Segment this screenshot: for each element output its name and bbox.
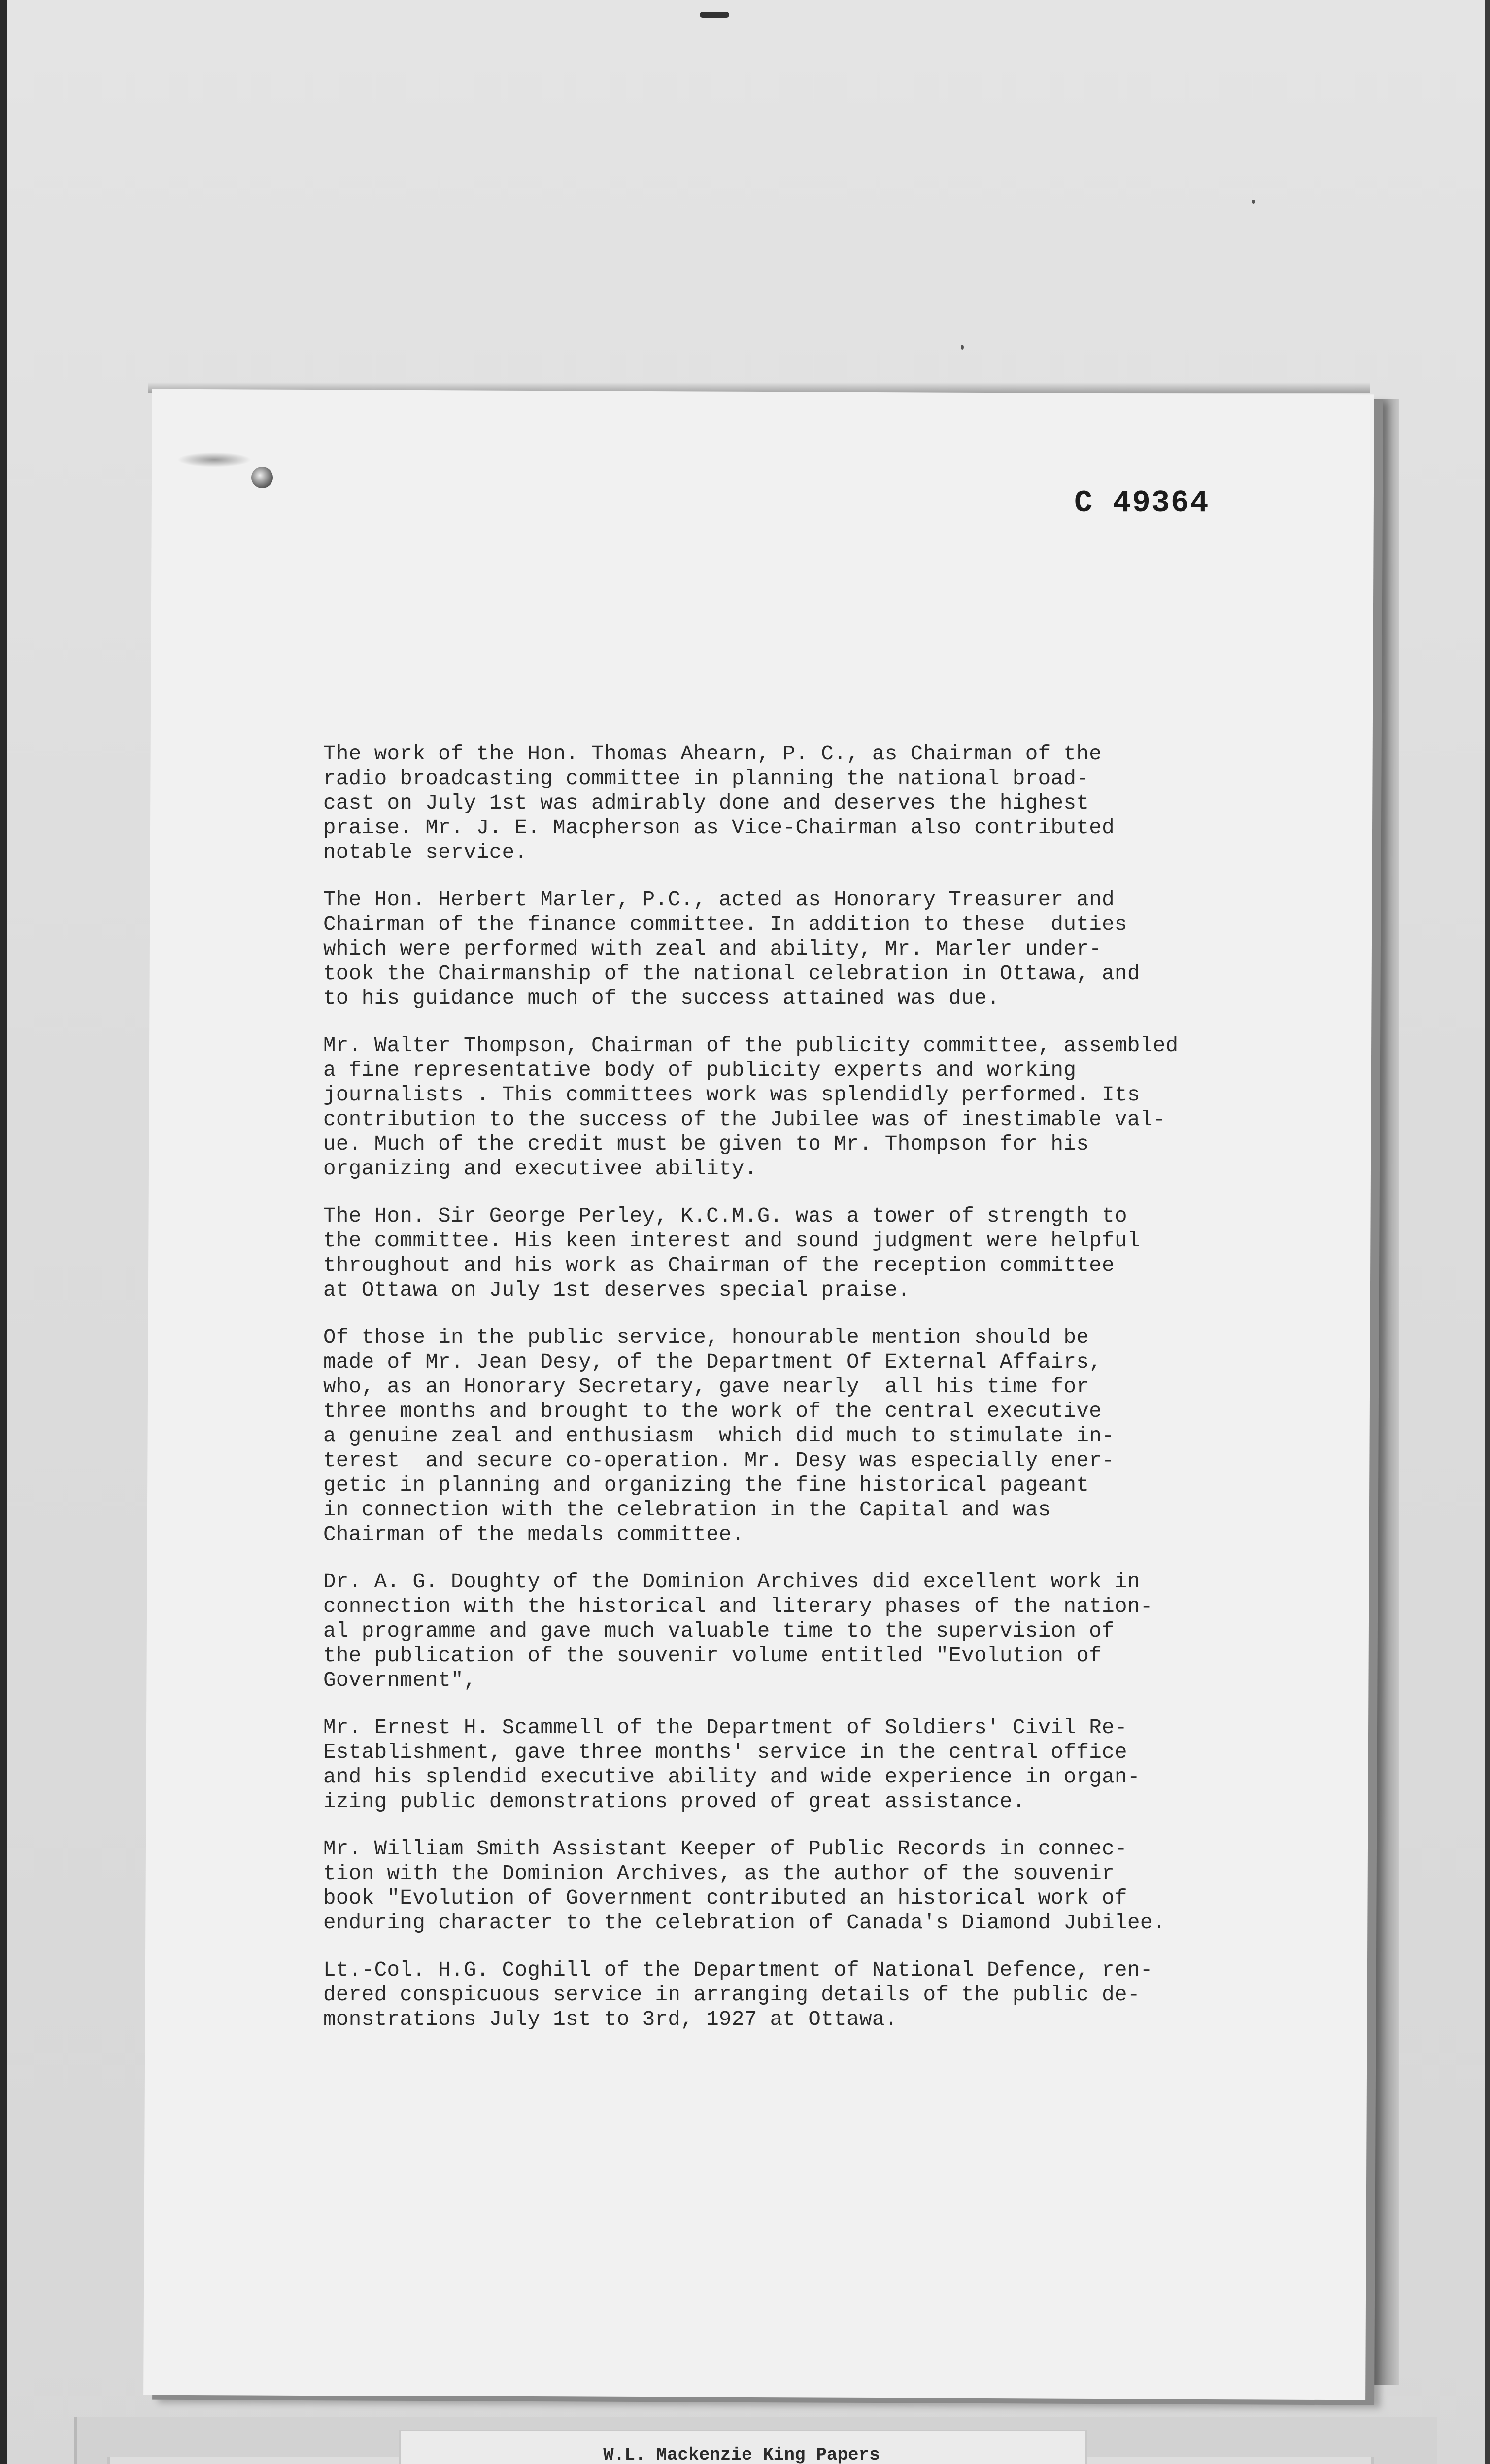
- film-speck: [1252, 200, 1255, 204]
- text-line: Dr. A. G. Doughty of the Dominion Archives did excellent work in: [323, 1570, 1140, 1594]
- text-line: a genuine zeal and enthusiasm which did much to stimulate in-: [323, 1424, 1115, 1448]
- text-line: radio broadcasting committee in planning the national broad-: [323, 767, 1089, 790]
- text-line: organizing and executivee ability.: [323, 1157, 757, 1181]
- text-line: three months and brought to the work of the central executive: [323, 1400, 1102, 1423]
- text-line: cast on July 1st was admirably done and deserves the highest: [323, 791, 1089, 815]
- film-edge-right: [1485, 0, 1490, 2464]
- text-line: journalists . This committees work was splendidly performed. Its: [323, 1083, 1140, 1107]
- paragraph: [323, 888, 1309, 1011]
- text-line: book "Evolution of Government contributed an historical work of: [323, 1886, 1127, 1910]
- pin-hole-icon: [251, 467, 273, 488]
- text-line: The Hon. Sir George Perley, K.C.M.G. was a tower of strength to: [323, 1204, 1127, 1228]
- document-number: C 49364: [1074, 485, 1210, 520]
- document-body: [323, 742, 1309, 2054]
- text-line: The Hon. Herbert Marler, P.C., acted as Honorary Treasurer and: [323, 888, 1115, 912]
- film-top-mark: [700, 12, 729, 18]
- text-line: Chairman of the finance committee. In addition to these duties: [323, 913, 1127, 936]
- text-line: The work of the Hon. Thomas Ahearn, P. C., as Chairman of the: [323, 742, 1102, 766]
- text-line: to his guidance much of the success attained was due.: [323, 987, 1000, 1010]
- text-line: getic in planning and organizing the fine historical pageant: [323, 1473, 1089, 1497]
- text-line: enduring character to the celebration of Canada's Diamond Jubilee.: [323, 1911, 1166, 1935]
- text-line: in connection with the celebration in the Capital and was: [323, 1498, 1051, 1522]
- paragraph: [323, 1033, 1309, 1181]
- text-line: Mr. Ernest H. Scammell of the Department of Soldiers' Civil Re-: [323, 1716, 1127, 1740]
- text-line: al programme and gave much valuable time to the supervision of: [323, 1619, 1115, 1643]
- text-line: who, as an Honorary Secretary, gave nearly all his time for: [323, 1375, 1089, 1399]
- paragraph: [323, 1570, 1309, 1693]
- text-line: throughout and his work as Chairman of the reception committee: [323, 1254, 1115, 1277]
- paragraph: [323, 1204, 1309, 1302]
- text-line: praise. Mr. J. E. Macpherson as Vice-Chairman also contributed: [323, 816, 1115, 840]
- text-line: which were performed with zeal and ability, Mr. Marler under-: [323, 937, 1102, 961]
- paragraph: [323, 742, 1309, 865]
- text-line: monstrations July 1st to 3rd, 1927 at Ottawa.: [323, 2008, 898, 2031]
- text-line: a fine representative body of publicity experts and working: [323, 1059, 1077, 1082]
- paragraph: [323, 1837, 1309, 1935]
- text-line: Mr. Walter Thompson, Chairman of the publicity committee, assembled: [323, 1034, 1179, 1058]
- paragraph: [323, 1715, 1309, 1814]
- text-line: notable service.: [323, 841, 528, 864]
- sheet-right-shadow: [1370, 399, 1399, 2385]
- text-line: ue. Much of the credit must be given to Mr. Thompson for his: [323, 1132, 1089, 1156]
- text-line: the publication of the souvenir volume entitled "Evolution of: [323, 1644, 1102, 1668]
- text-line: at Ottawa on July 1st deserves special praise.: [323, 1278, 911, 1302]
- text-line: Lt.-Col. H.G. Coghill of the Department of National Defence, ren-: [323, 1958, 1153, 1982]
- text-line: and his splendid executive ability and wide experience in organ-: [323, 1765, 1140, 1789]
- text-line: Mr. William Smith Assistant Keeper of Public Records in connec-: [323, 1837, 1127, 1861]
- text-line: the committee. His keen interest and sound judgment were helpful: [323, 1229, 1140, 1253]
- text-line: took the Chairmanship of the national celebration in Ottawa, and: [323, 962, 1140, 986]
- text-line: Of those in the public service, honourable mention should be: [323, 1326, 1089, 1349]
- text-line: contribution to the success of the Jubilee was of inestimable val-: [323, 1108, 1166, 1131]
- text-line: Government",: [323, 1669, 476, 1692]
- paragraph: [323, 1325, 1309, 1547]
- text-line: terest and secure co-operation. Mr. Desy was especially ener-: [323, 1449, 1115, 1472]
- text-line: izing public demonstrations proved of great assistance.: [323, 1790, 1025, 1814]
- text-line: connection with the historical and literary phases of the nation-: [323, 1595, 1153, 1618]
- paragraph: [323, 1958, 1309, 2032]
- pin-smudge: [177, 452, 251, 467]
- text-line: Establishment, gave three months' service in the central office: [323, 1741, 1127, 1764]
- text-line: Chairman of the medals committee.: [323, 1523, 745, 1546]
- film-edge-left: [0, 0, 7, 2464]
- text-line: made of Mr. Jean Desy, of the Department Of External Affairs,: [323, 1350, 1102, 1374]
- text-line: tion with the Dominion Archives, as the author of the souvenir: [323, 1862, 1115, 1885]
- film-speck: [961, 345, 964, 350]
- collection-name: W.L. Mackenzie King Papers: [603, 2445, 880, 2464]
- text-line: dered conspicuous service in arranging details of the public de-: [323, 1983, 1140, 2007]
